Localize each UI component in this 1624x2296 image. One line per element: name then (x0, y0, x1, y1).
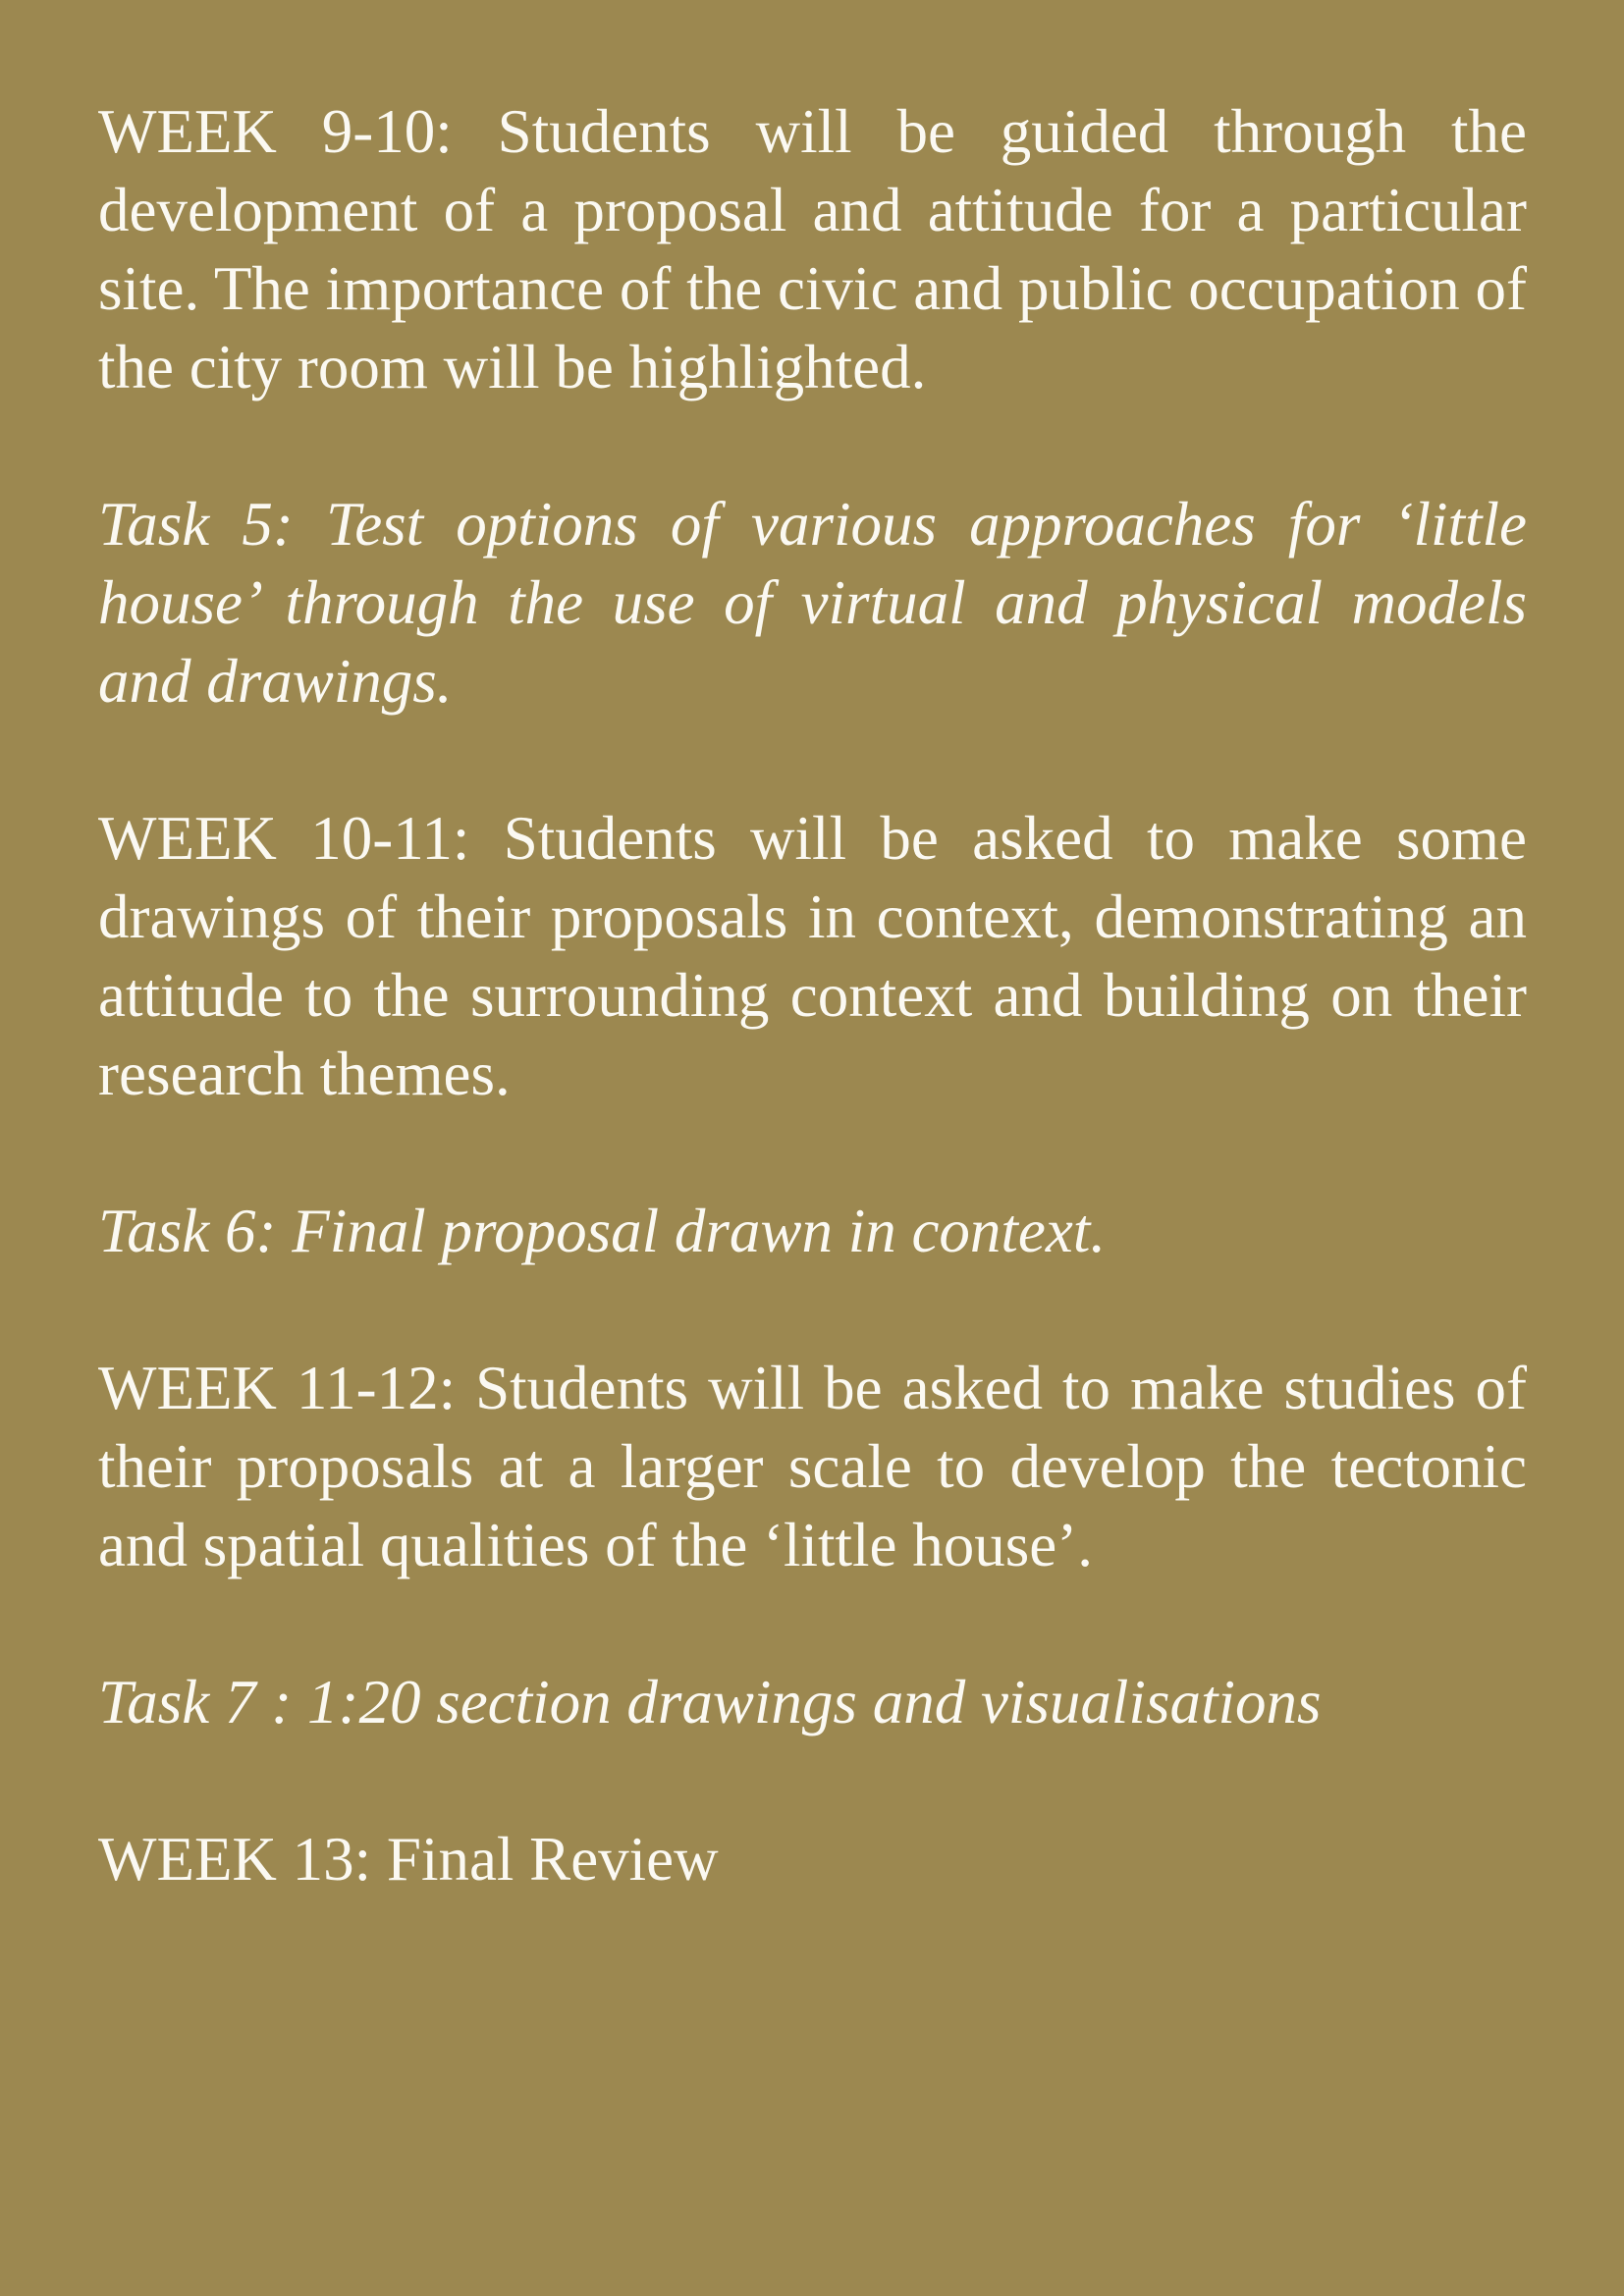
paragraph-spacer (98, 1113, 1527, 1192)
week-10-11-paragraph: WEEK 10-11: Students will be asked to make some drawings of their proposals in context, demonstrating an attitude to the surrounding context and building on their research themes. (98, 804, 1527, 1108)
week-11-12-paragraph: WEEK 11-12: Students will be asked to make studies of their proposals at a larger scale to develop the tectonic and spatial qualities of the ‘little house’. (98, 1354, 1527, 1579)
week-9-10-paragraph: WEEK 9-10: Students will be guided through the development of a proposal and attitude for a particular site. The importance of the civic and public occupation of the city room will be highlighted. (98, 97, 1527, 401)
paragraph-spacer (98, 1270, 1527, 1349)
paragraph-spacer (98, 1584, 1527, 1663)
task-7-paragraph: Task 7 : 1:20 section drawings and visualisations (98, 1668, 1322, 1736)
paragraph-spacer (98, 1741, 1527, 1820)
task-6-paragraph: Task 6: Final proposal drawn in context. (98, 1197, 1107, 1265)
week-13-paragraph: WEEK 13: Final Review (98, 1825, 719, 1894)
paragraph-spacer (98, 406, 1527, 485)
document-page (98, 92, 1527, 1898)
task-5-paragraph: Task 5: Test options of various approaches for ‘little house’ through the use of virtual and physical models and drawings. (98, 490, 1527, 716)
paragraph-spacer (98, 721, 1527, 799)
